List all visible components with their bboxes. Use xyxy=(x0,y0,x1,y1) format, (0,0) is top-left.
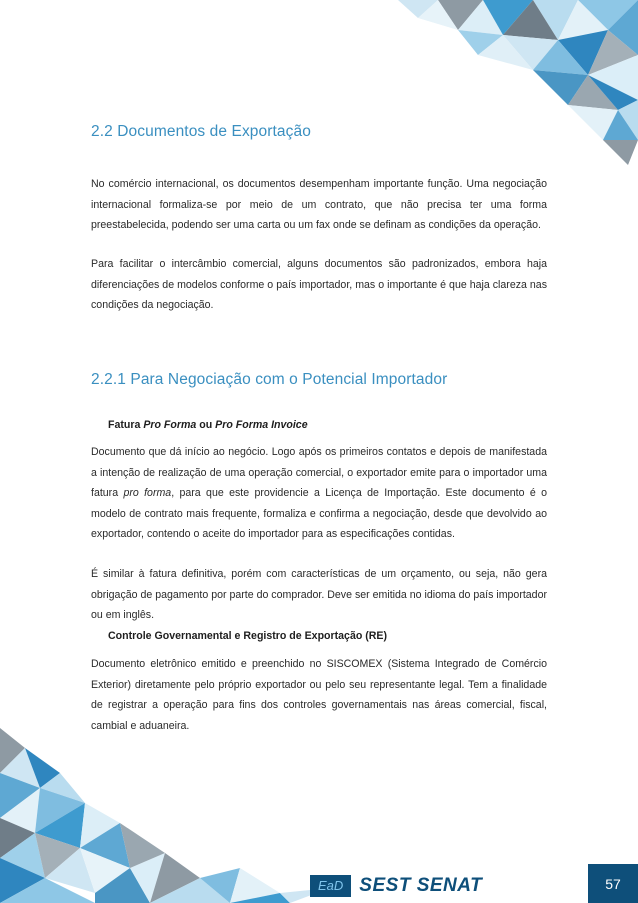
triangle-pattern-bottom xyxy=(0,718,360,903)
paragraph-fatura-2: É similar à fatura definitiva, porém com características de um orçamento, ou seja, não gera obrigação de pagamento por parte do comprador. Deve ser emitida no idioma do país importador ou em inglês. xyxy=(91,568,547,622)
item-heading-registro-exportacao: Controle Governamental e Registro de Exportação (RE) xyxy=(108,630,388,642)
paragraph-intro-1: No comércio internacional, os documentos desempenham importante função. Uma negociação internacional formaliza-se por meio de um contrato, que não precisa ter uma forma preestabelecida, podendo ser uma carta ou um fax onde se definam as condições da operação. xyxy=(91,178,547,232)
ead-label: EaD xyxy=(310,875,351,897)
section-heading: 2.2 Documentos de Exportação xyxy=(91,123,311,140)
subsection-heading: 2.2.1 Para Negociação com o Potencial Importador xyxy=(91,371,448,388)
triangle-pattern-top xyxy=(318,0,638,175)
page-number: 57 xyxy=(588,864,638,903)
brand-name: SEST SENAT xyxy=(359,875,483,896)
paragraph-intro-2: Para facilitar o intercâmbio comercial, alguns documentos são padronizados, embora haja diferenciações de modelos conforme o país importador, mas o importante é que haja clareza nas condições da negociação. xyxy=(91,258,547,312)
brand-logo xyxy=(310,875,482,897)
paragraph-registro: Documento eletrônico emitido e preenchido no SISCOMEX (Sistema Integrado de Comércio Exterior) diretamente pelo próprio exportador ou pelo seu representante legal. Tem a finalidade de registrar a operação para fins dos controles governamentais nas áreas comercial, fiscal, cambial e aduaneira. xyxy=(91,658,547,732)
item-heading-fatura-pro-forma: Fatura Pro Forma ou Pro Forma Invoice xyxy=(108,419,308,431)
paragraph-fatura-1: Documento que dá início ao negócio. Logo após os primeiros contatos e depois de manifestada a intenção de realização de uma operação comercial, o exportador emite para o importador uma fatura pro forma, para que este providencie a Licença de Importação. Este documento é o modelo de contrato mais frequente, formaliza e confirma a negociação, desde que devolvido ao exportador, contendo o aceite do importador para as especificações contidas. xyxy=(91,446,547,541)
